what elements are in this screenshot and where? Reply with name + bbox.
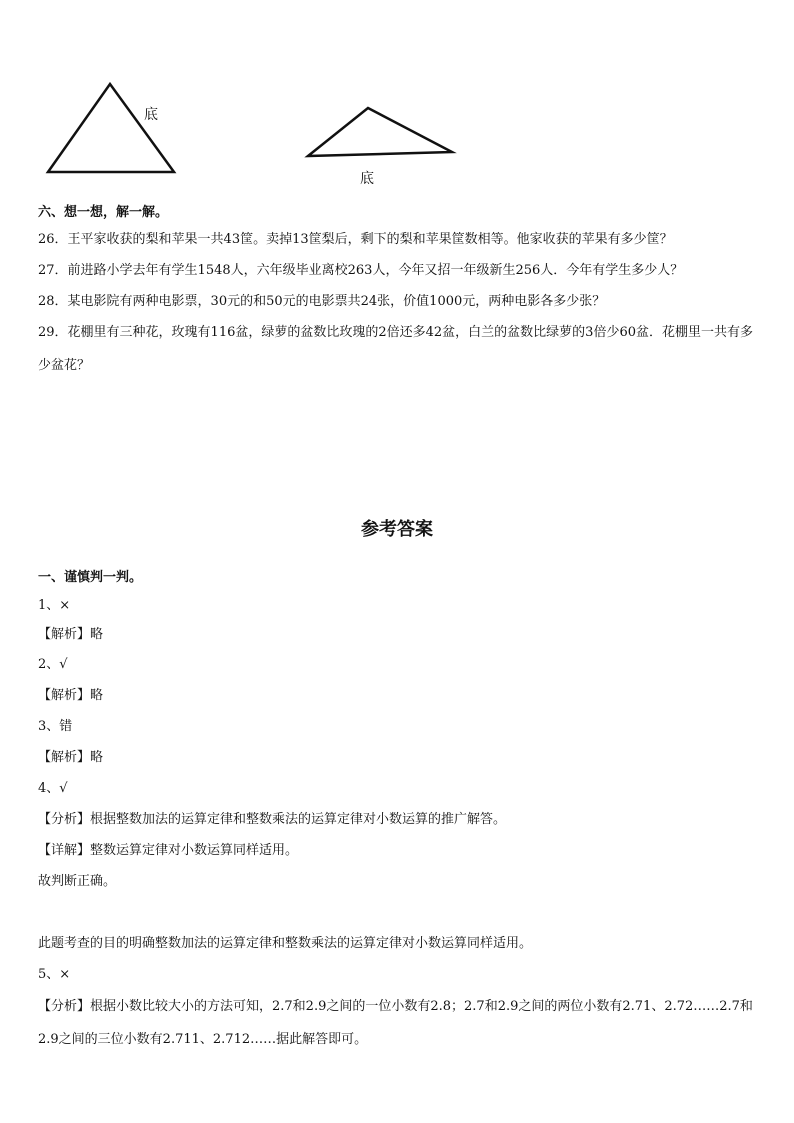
triangle-figure-2 <box>300 100 460 165</box>
answer-4-analysis: 【分析】根据整数加法的运算定律和整数乘法的运算定律对小数运算的推广解答。 <box>38 812 507 827</box>
answer-4-summary: 此题考查的目的明确整数加法的运算定律和整数乘法的运算定律对小数运算同样适用。 <box>38 936 533 951</box>
answer-3-note: 【解析】略 <box>38 750 104 765</box>
question-28: 28．某电影院有两种电影票，30元的和50元的电影票共24张，价值1000元，两种电影各多少张？ <box>38 294 606 309</box>
question-27: 27．前进路小学去年有学生1548人，六年级毕业离校263人，今年又招一年级新生256人．今年有学生多少人？ <box>38 263 684 278</box>
answer-4-conclusion: 故判断正确。 <box>38 874 117 889</box>
question-29: 29．花棚里有三种花，玫瑰有116盆，绿萝的盆数比玫瑰的2倍还多42盆，白兰的盆数比绿萝的3倍少60盆．花棚里一共有多少盆花？ <box>38 325 753 373</box>
answer-2: 2、√ <box>38 657 68 672</box>
question-26: 26．王平家收获的梨和苹果一共43筐。卖掉13筐梨后，剩下的梨和苹果筐数相等。他家收获的苹果有多少筐？ <box>38 232 673 247</box>
triangle-figure-1 <box>40 78 190 178</box>
answer-4-detail: 【详解】整数运算定律对小数运算同样适用。 <box>38 843 299 858</box>
triangle-shape-2 <box>308 108 452 156</box>
answers-title: 参考答案 <box>361 519 433 540</box>
answer-2-note: 【解析】略 <box>38 688 104 703</box>
answer-5-analysis: 【分析】根据小数比较大小的方法可知，2.7和2.9之间的一位小数有2.8；2.7和2.9之间的两位小数有2.71、2.72……2.7和2.9之间的三位小数有2.711、2.712……据此解答即可。 <box>38 999 753 1047</box>
answer-1-note: 【解析】略 <box>38 627 104 642</box>
answer-5: 5、× <box>38 967 71 982</box>
section6-heading: 六、想一想，解一解。 <box>38 205 169 220</box>
triangle-shape-1 <box>48 84 174 172</box>
answer-3: 3、错 <box>38 719 73 734</box>
answer-4: 4、√ <box>38 781 68 796</box>
answer-1: 1、× <box>38 598 71 613</box>
triangle-base-label-2: 底 <box>360 171 374 187</box>
answers-section1-heading: 一、谨慎判一判。 <box>38 570 143 585</box>
triangle-base-label-1: 底 <box>144 107 158 123</box>
